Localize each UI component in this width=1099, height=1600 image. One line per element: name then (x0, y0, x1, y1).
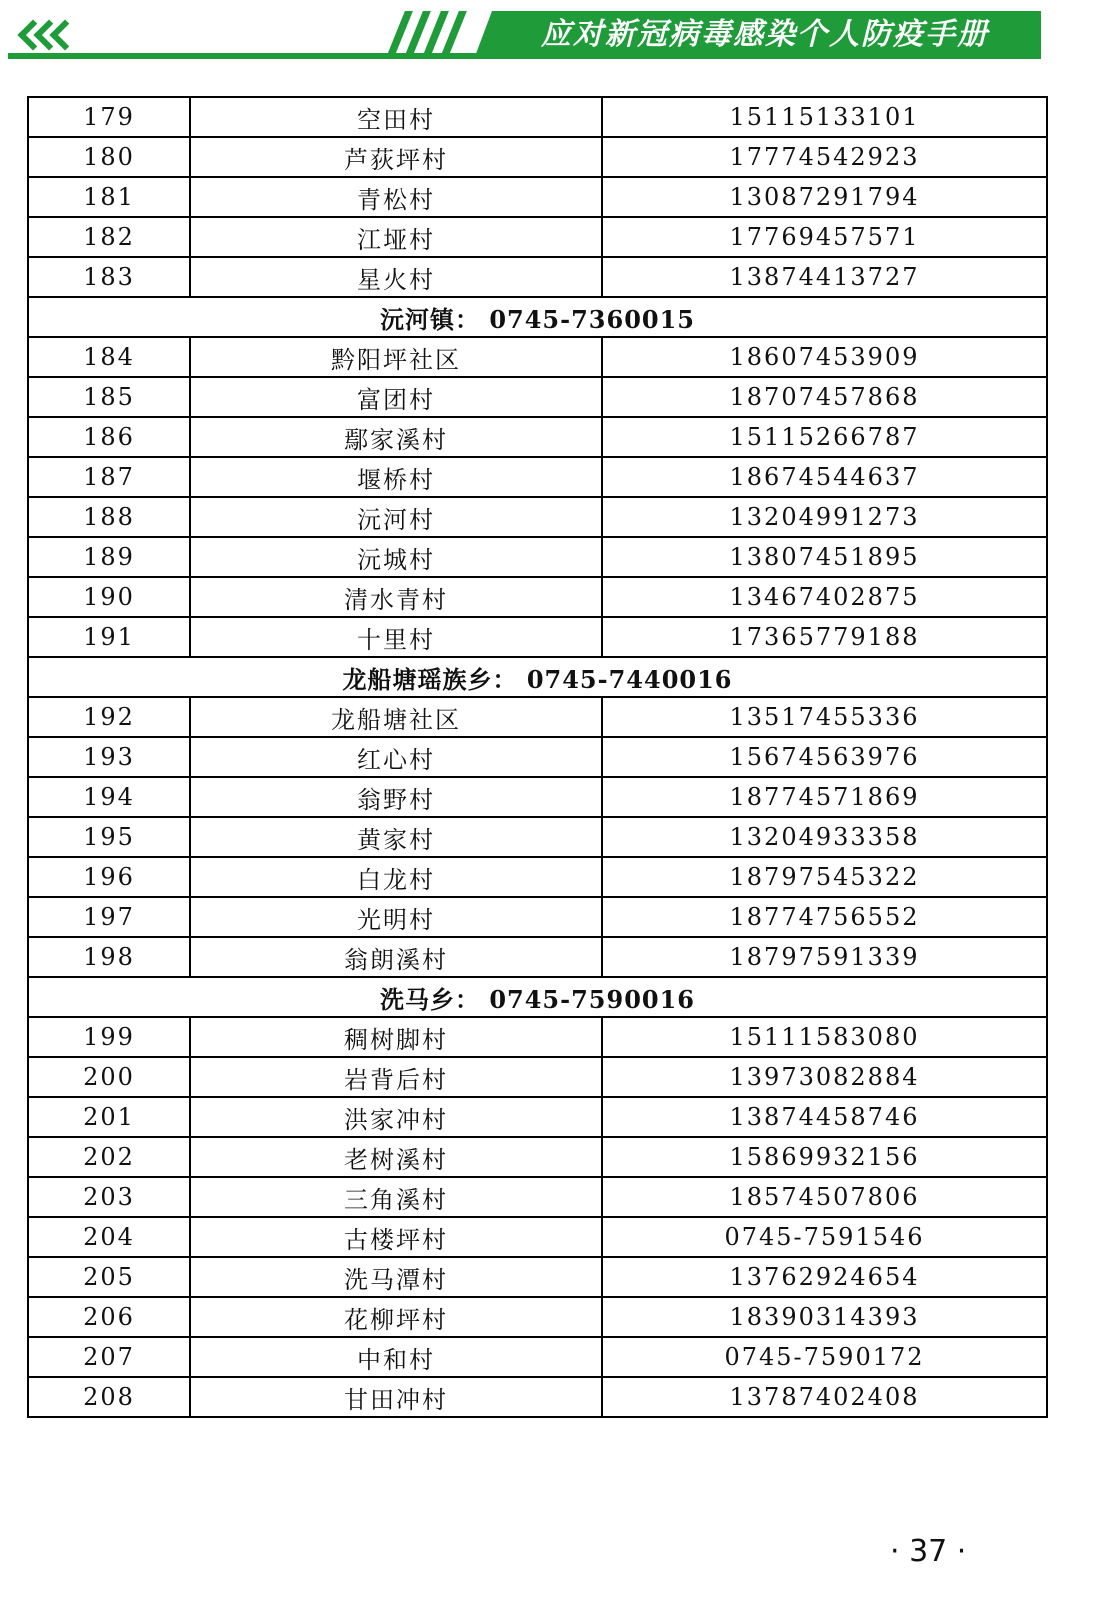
village-name: 江垭村 (190, 217, 602, 257)
table-row (28, 1137, 1047, 1177)
row-number: 180 (28, 137, 190, 177)
row-number: 201 (28, 1097, 190, 1137)
table-row (28, 1097, 1047, 1137)
section-header-row (28, 657, 1047, 697)
phone-number: 15115133101 (602, 97, 1047, 137)
village-name: 花柳坪村 (190, 1297, 602, 1337)
row-number: 191 (28, 617, 190, 657)
village-name: 翁朗溪村 (190, 937, 602, 977)
row-number: 184 (28, 337, 190, 377)
village-name: 翁野村 (190, 777, 602, 817)
table-row (28, 1217, 1047, 1257)
phone-number: 18774571869 (602, 777, 1047, 817)
phone-number: 18797545322 (602, 857, 1047, 897)
phone-number: 13087291794 (602, 177, 1047, 217)
table-row (28, 337, 1047, 377)
row-number: 202 (28, 1137, 190, 1177)
village-name: 古楼坪村 (190, 1217, 602, 1257)
table-row (28, 377, 1047, 417)
village-name: 洗马潭村 (190, 1257, 602, 1297)
row-number: 197 (28, 897, 190, 937)
phone-number: 18797591339 (602, 937, 1047, 977)
phone-number: 13787402408 (602, 1377, 1047, 1417)
row-number: 203 (28, 1177, 190, 1217)
village-name: 堰桥村 (190, 457, 602, 497)
village-name: 空田村 (190, 97, 602, 137)
village-name: 富团村 (190, 377, 602, 417)
village-name: 黔阳坪社区 (190, 337, 602, 377)
row-number: 183 (28, 257, 190, 297)
phone-number: 18674544637 (602, 457, 1047, 497)
row-number: 200 (28, 1057, 190, 1097)
phone-number: 13762924654 (602, 1257, 1047, 1297)
phone-number: 13807451895 (602, 537, 1047, 577)
village-name: 稠树脚村 (190, 1017, 602, 1057)
phone-number: 18607453909 (602, 337, 1047, 377)
table-row (28, 937, 1047, 977)
table-row (28, 257, 1047, 297)
row-number: 186 (28, 417, 190, 457)
row-number: 190 (28, 577, 190, 617)
village-name: 沅城村 (190, 537, 602, 577)
table-row (28, 97, 1047, 137)
row-number: 198 (28, 937, 190, 977)
village-name: 中和村 (190, 1337, 602, 1377)
row-number: 189 (28, 537, 190, 577)
table-row (28, 217, 1047, 257)
row-number: 199 (28, 1017, 190, 1057)
row-number: 206 (28, 1297, 190, 1337)
phone-number: 13204933358 (602, 817, 1047, 857)
row-number: 187 (28, 457, 190, 497)
village-name: 清水青村 (190, 577, 602, 617)
row-number: 194 (28, 777, 190, 817)
table-row (28, 697, 1047, 737)
village-name: 黄家村 (190, 817, 602, 857)
table-row (28, 857, 1047, 897)
row-number: 205 (28, 1257, 190, 1297)
table-row (28, 137, 1047, 177)
phone-number: 13517455336 (602, 697, 1047, 737)
village-name: 星火村 (190, 257, 602, 297)
contact-table (27, 96, 1048, 1418)
phone-number: 15674563976 (602, 737, 1047, 777)
village-name: 白龙村 (190, 857, 602, 897)
phone-number: 13467402875 (602, 577, 1047, 617)
phone-number: 15111583080 (602, 1017, 1047, 1057)
table-row (28, 177, 1047, 217)
village-name: 岩背后村 (190, 1057, 602, 1097)
table-row (28, 1057, 1047, 1097)
row-number: 195 (28, 817, 190, 857)
phone-number: 13874413727 (602, 257, 1047, 297)
village-name: 龙船塘社区 (190, 697, 602, 737)
village-name: 十里村 (190, 617, 602, 657)
table-row (28, 577, 1047, 617)
table-row (28, 1337, 1047, 1377)
row-number: 196 (28, 857, 190, 897)
phone-number: 13874458746 (602, 1097, 1047, 1137)
row-number: 188 (28, 497, 190, 537)
row-number: 192 (28, 697, 190, 737)
table-row (28, 737, 1047, 777)
village-name: 光明村 (190, 897, 602, 937)
village-name: 洪家冲村 (190, 1097, 602, 1137)
phone-number: 17769457571 (602, 217, 1047, 257)
phone-number: 18574507806 (602, 1177, 1047, 1217)
phone-number: 18774756552 (602, 897, 1047, 937)
table-row (28, 617, 1047, 657)
section-header-row (28, 977, 1047, 1017)
phone-number: 0745-7591546 (602, 1217, 1047, 1257)
row-number: 193 (28, 737, 190, 777)
table-row (28, 777, 1047, 817)
header-title: 应对新冠病毒感染个人防疫手册 (541, 17, 989, 52)
page-number: · 37 · (890, 1534, 967, 1569)
table-row (28, 457, 1047, 497)
village-name: 沅河村 (190, 497, 602, 537)
table-row (28, 417, 1047, 457)
village-name: 鄢家溪村 (190, 417, 602, 457)
section-header-row (28, 297, 1047, 337)
phone-number: 15115266787 (602, 417, 1047, 457)
village-name: 老树溪村 (190, 1137, 602, 1177)
row-number: 179 (28, 97, 190, 137)
section-title: 沅河镇： 0745-7360015 (28, 297, 1047, 337)
table-row (28, 497, 1047, 537)
row-number: 207 (28, 1337, 190, 1377)
village-name: 甘田冲村 (190, 1377, 602, 1417)
table-row (28, 897, 1047, 937)
table-row (28, 817, 1047, 857)
phone-number: 17774542923 (602, 137, 1047, 177)
phone-number: 18707457868 (602, 377, 1047, 417)
phone-number: 0745-7590172 (602, 1337, 1047, 1377)
phone-number: 15869932156 (602, 1137, 1047, 1177)
village-name: 青松村 (190, 177, 602, 217)
table-row (28, 1257, 1047, 1297)
table-row (28, 1177, 1047, 1217)
section-title: 龙船塘瑶族乡： 0745-7440016 (28, 657, 1047, 697)
phone-number: 18390314393 (602, 1297, 1047, 1337)
table-row (28, 1297, 1047, 1337)
row-number: 181 (28, 177, 190, 217)
section-title: 洗马乡： 0745-7590016 (28, 977, 1047, 1017)
row-number: 182 (28, 217, 190, 257)
row-number: 208 (28, 1377, 190, 1417)
village-name: 芦荻坪村 (190, 137, 602, 177)
village-name: 三角溪村 (190, 1177, 602, 1217)
table-row (28, 537, 1047, 577)
phone-number: 13973082884 (602, 1057, 1047, 1097)
table-row (28, 1017, 1047, 1057)
phone-number: 17365779188 (602, 617, 1047, 657)
row-number: 185 (28, 377, 190, 417)
row-number: 204 (28, 1217, 190, 1257)
table-row (28, 1377, 1047, 1417)
phone-number: 13204991273 (602, 497, 1047, 537)
village-name: 红心村 (190, 737, 602, 777)
